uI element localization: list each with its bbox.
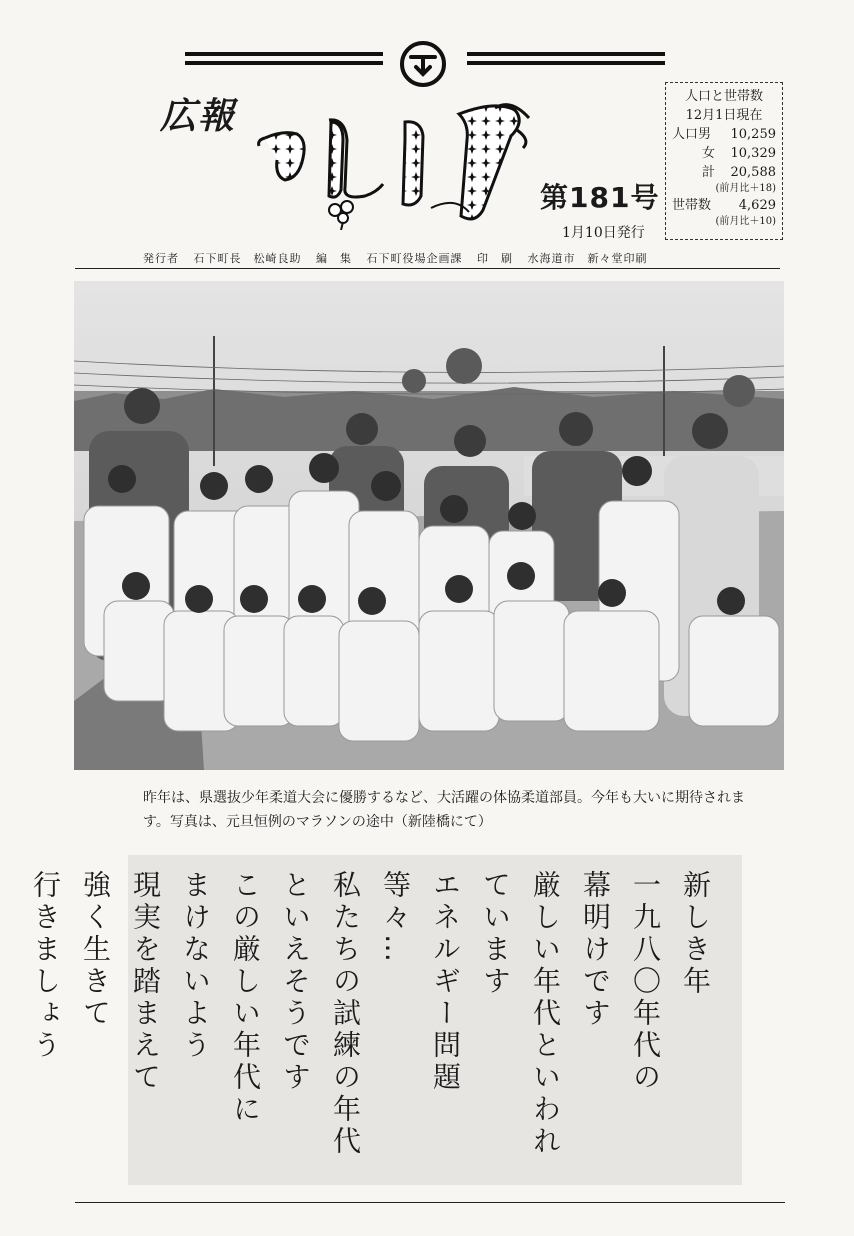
printer-value: 水海道市 新々堂印刷 xyxy=(527,252,648,265)
masthead-line-left xyxy=(185,52,383,65)
poem-line: 幕明けです xyxy=(579,870,612,1030)
publisher-value: 石下町長 松崎良助 xyxy=(193,252,302,265)
stats-households-label: 世帯数 xyxy=(672,198,712,213)
judo-team-photo xyxy=(74,281,784,770)
town-emblem-icon xyxy=(399,40,447,88)
poem-line: 強く生きて xyxy=(79,870,112,1030)
stats-total-row xyxy=(672,163,776,182)
stats-male-value: 10,259 xyxy=(730,127,776,142)
issue-date: 1月10日発行 xyxy=(562,225,645,241)
poem-line: ています xyxy=(479,870,512,998)
issue-number: 第181号 xyxy=(540,181,660,214)
poem-line: 一九八〇年代の xyxy=(629,870,662,1094)
stats-total-label: 計 xyxy=(702,165,716,180)
new-year-poem xyxy=(29,870,720,1170)
credits-line xyxy=(143,250,658,266)
poem-line: 新しき年 xyxy=(679,870,712,998)
stats-households-value: 4,629 xyxy=(738,198,776,213)
editor-value: 石下町役場企画課 xyxy=(366,252,463,265)
stats-female-row xyxy=(672,144,776,163)
stats-male-row xyxy=(672,125,776,144)
title-logo xyxy=(255,100,585,230)
stats-households-change: (前月比＋10) xyxy=(715,216,776,227)
stats-households-row xyxy=(672,196,776,215)
header-rule xyxy=(75,268,780,269)
poem-line: といえそうです xyxy=(279,870,312,1094)
stats-total-change: (前月比＋18) xyxy=(715,183,776,194)
publisher-label: 発行者 xyxy=(143,252,179,265)
stats-heading: 人口と世帯数 xyxy=(684,89,763,104)
poem-line: 現実を踏まえて xyxy=(129,870,162,1094)
poem-line: この厳しい年代に xyxy=(229,870,262,1126)
poem-line: 行きましょう xyxy=(29,870,62,1062)
stats-female-label: 女 xyxy=(702,146,716,161)
koho-label: 広報 xyxy=(160,96,237,137)
stats-female-value: 10,329 xyxy=(730,146,776,161)
poem-line: まけないよう xyxy=(179,870,212,1062)
masthead-line-right xyxy=(467,52,665,65)
poem-line: エネルギー問題等々… xyxy=(379,870,462,1094)
footer-rule xyxy=(75,1202,785,1203)
printer-label: 印 刷 xyxy=(477,252,513,265)
editor-label: 編 集 xyxy=(316,252,352,265)
population-stats-box xyxy=(665,82,783,240)
poem-line: 私たちの試練の年代 xyxy=(329,870,362,1158)
poem-line: 厳しい年代といわれ xyxy=(529,870,562,1158)
stats-total-value: 20,588 xyxy=(730,165,776,180)
stats-as-of: 12月1日現在 xyxy=(685,108,763,123)
stats-male-label: 人口男 xyxy=(672,127,712,142)
photo-caption: 昨年は、県選抜少年柔道大会に優勝するなど、大活躍の体協柔道部員。今年も大いに期待されます。写真は、元旦恒例のマラソンの途中（新陸橋にて） xyxy=(143,790,745,830)
